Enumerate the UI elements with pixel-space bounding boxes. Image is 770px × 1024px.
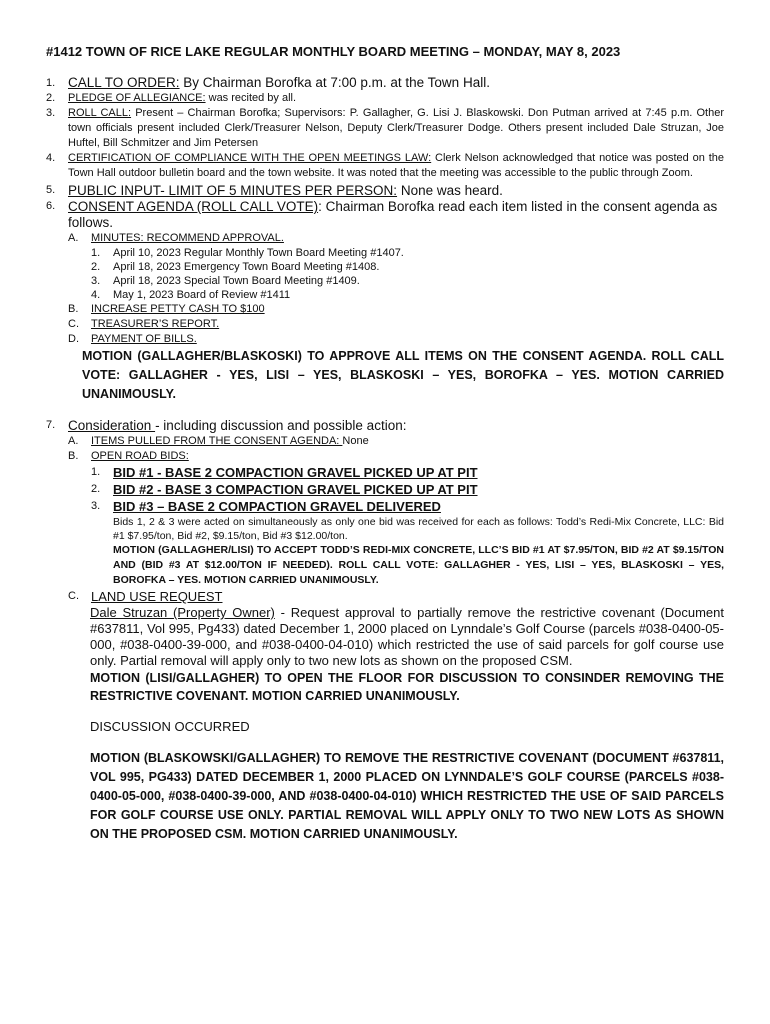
item-heading: OPEN ROAD BIDS: bbox=[91, 450, 189, 462]
item-number: 5. bbox=[46, 184, 56, 196]
discussion-note: DISCUSSION OCCURRED bbox=[90, 719, 250, 734]
bid-title: BID #3 – BASE 2 COMPACTION GRAVEL DELIVERED bbox=[113, 499, 441, 514]
item-number: 2. bbox=[46, 92, 56, 104]
agenda-item-roll-call bbox=[46, 106, 724, 151]
item-heading: PLEDGE OF ALLEGIANCE: bbox=[68, 92, 206, 104]
item-number: 6. bbox=[46, 200, 56, 212]
list-number: 1. bbox=[91, 466, 101, 478]
item-text: : Chairman Borofka read each item listed in the consent agenda as follows. bbox=[68, 199, 718, 230]
consent-item-treasurer-report bbox=[68, 317, 724, 332]
consideration-item-land-use bbox=[68, 588, 724, 605]
item-letter: B. bbox=[68, 450, 79, 462]
item-heading: CERTIFICATION OF COMPLIANCE WITH THE OPEN MEETINGS LAW: bbox=[68, 152, 432, 164]
agenda-item-pledge bbox=[46, 91, 724, 106]
list-number: 2. bbox=[91, 261, 101, 273]
list-number: 3. bbox=[91, 275, 101, 287]
bid-item bbox=[91, 481, 724, 498]
item-text: None was heard. bbox=[397, 183, 503, 198]
item-text: By Chairman Borofka at 7:00 p.m. at the Town Hall. bbox=[179, 75, 490, 90]
bid-item bbox=[91, 498, 724, 515]
item-letter: C. bbox=[68, 590, 79, 602]
final-motion: MOTION (BLASKOWSKI/GALLAGHER) TO REMOVE THE RESTRICTIVE COVENANT (DOCUMENT #637811, VOL 995, PG433) DATED DECEMBER 1, 2000 PLACED ON LYNNDALE’S GOLF COURSE (PARCELS #038-0400-05-000, #038-0400-39-000, AND #038-0400-04-010) WHICH RESTRICTED THE USE OF SAID PARCELS FOR GOLF COURSE USE ONLY. PARTIAL REMOVAL WILL APPLY ONLY TO TWO NEW LOTS AS SHOWN ON THE PROPOSED CSM. MOTION CARRIED UNANIMOUSLY. bbox=[90, 751, 724, 841]
list-number: 3. bbox=[91, 500, 101, 512]
agenda-item-consideration bbox=[46, 418, 724, 434]
item-heading: LAND USE REQUEST bbox=[91, 589, 223, 604]
item-text: None bbox=[342, 435, 369, 447]
consent-item-petty-cash bbox=[68, 302, 724, 317]
list-item bbox=[91, 288, 724, 302]
list-text: May 1, 2023 Board of Review #1411 bbox=[113, 289, 291, 301]
land-use-motion: MOTION (LISI/GALLAGHER) TO OPEN THE FLOOR FOR DISCUSSION TO CONSINDER REMOVING THE RESTRICTIVE COVENANT. MOTION CARRIED UNANIMOUSLY. bbox=[90, 671, 724, 703]
item-letter: A. bbox=[68, 232, 79, 244]
list-number: 4. bbox=[91, 289, 101, 301]
agenda-item-public-input bbox=[46, 183, 724, 199]
list-number: 2. bbox=[91, 483, 101, 495]
item-letter: D. bbox=[68, 333, 79, 345]
list-text: April 10, 2023 Regular Monthly Town Board Meeting #1407. bbox=[113, 247, 404, 259]
item-letter: C. bbox=[68, 318, 79, 330]
item-heading: TREASURER’S REPORT. bbox=[91, 318, 220, 330]
item-heading: CONSENT AGENDA (ROLL CALL VOTE) bbox=[68, 199, 319, 214]
list-item bbox=[91, 274, 724, 288]
item-number: 1. bbox=[46, 77, 56, 89]
item-heading: CALL TO ORDER: bbox=[68, 75, 180, 90]
item-number: 3. bbox=[46, 107, 56, 119]
consent-motion: MOTION (GALLAGHER/BLASKOSKI) TO APPROVE ALL ITEMS ON THE CONSENT AGENDA. ROLL CALL VOTE: GALLAGHER - YES, LISI – YES, BLASKOSKI – YES, BOROFKA – YES. MOTION CARRIED UNANIMOUSLY. bbox=[82, 349, 724, 401]
item-text: Present – Chairman Borofka; Supervisors: P. Gallagher, G. Lisi J. Blaskowski. Don Putman arrived at 7:45 p.m. Other town officials present included Clerk/Treasurer Nelson, Deputy Clerk/Treasurer Dodge. Others present included Dale Struzan, Joe Huftel, Bill Schmitzer and Jim Petersen bbox=[68, 107, 724, 149]
land-use-request-text bbox=[90, 605, 724, 669]
list-text: April 18, 2023 Special Town Board Meeting #1409. bbox=[113, 275, 360, 287]
request-text: - Request approval to partially remove the restrictive covenant (Document #637811, Vol 995, Pg433) dated December 1, 2000 placed on Lynndale’s Golf Course (parcels #038-0400-05-000, #038-0400-39-000, and #038-0400-04-010) which restricted the use of said parcels for golf course use only. Partial removal will apply only to two new lots as shown on the proposed CSM. bbox=[90, 605, 725, 668]
consent-item-payment-of-bills bbox=[68, 332, 724, 347]
item-heading: ROLL CALL: bbox=[68, 107, 132, 119]
bid-title: BID #1 - BASE 2 COMPACTION GRAVEL PICKED UP AT PIT bbox=[113, 465, 478, 480]
item-heading: MINUTES: RECOMMEND APPROVAL. bbox=[91, 232, 284, 244]
bids-motion: MOTION (GALLAGHER/LISI) TO ACCEPT TODD’S REDI-MIX CONCRETE, LLC’S BID #1 AT $7.95/TON, BID #2 AT $9.15/TON AND (BID #3 AT $12.00/TON IF NEEDED). ROLL CALL VOTE: GALLAGHER - YES, LISI – YES, BLASKOSKI – YES, BOROFKA – YES. MOTION CARRIED UNANIMOUSLY. bbox=[113, 544, 724, 586]
consideration-item-road-bids bbox=[68, 449, 724, 464]
bids-note: Bids 1, 2 & 3 were acted on simultaneously as only one bid was received for each as follows: Todd’s Redi-Mix Concrete, LLC: Bid #1 $7.95/ton, Bid #2, $9.15/ton, Bid #3 $12.00/ton. bbox=[113, 516, 724, 542]
bid-title: BID #2 - BASE 3 COMPACTION GRAVEL PICKED UP AT PIT bbox=[113, 482, 478, 497]
item-heading: PUBLIC INPUT- LIMIT OF 5 MINUTES PER PERSON: bbox=[68, 183, 398, 198]
list-item bbox=[91, 246, 724, 260]
list-text: April 18, 2023 Emergency Town Board Meeting #1408. bbox=[113, 261, 380, 273]
consent-item-minutes bbox=[68, 231, 724, 246]
item-heading: Consideration bbox=[68, 418, 156, 433]
item-text: was recited by all. bbox=[205, 92, 297, 104]
item-number: 4. bbox=[46, 152, 56, 164]
agenda-item-consent-agenda bbox=[46, 199, 724, 231]
agenda-item-call-to-order bbox=[46, 75, 724, 91]
bid-item bbox=[91, 464, 724, 481]
consideration-item-pulled bbox=[68, 434, 724, 449]
agenda-item-certification bbox=[46, 151, 724, 181]
item-heading: ITEMS PULLED FROM THE CONSENT AGENDA: bbox=[91, 435, 343, 447]
item-text: Clerk Nelson acknowledged that notice was posted on the Town Hall outdoor bulletin board and the town website. It was noted that the meeting was accessible to the public through Zoom. bbox=[68, 152, 724, 179]
item-heading: PAYMENT OF BILLS. bbox=[91, 333, 197, 345]
item-number: 7. bbox=[46, 419, 56, 431]
property-owner: Dale Struzan (Property Owner) bbox=[90, 605, 275, 620]
item-text: - including discussion and possible action: bbox=[155, 418, 407, 433]
page-title: #1412 TOWN OF RICE LAKE REGULAR MONTHLY BOARD MEETING – MONDAY, MAY 8, 2023 bbox=[46, 44, 621, 59]
list-number: 1. bbox=[91, 247, 101, 259]
item-heading: INCREASE PETTY CASH TO $100 bbox=[91, 303, 265, 315]
item-letter: B. bbox=[68, 303, 79, 315]
item-letter: A. bbox=[68, 435, 79, 447]
list-item bbox=[91, 260, 724, 274]
